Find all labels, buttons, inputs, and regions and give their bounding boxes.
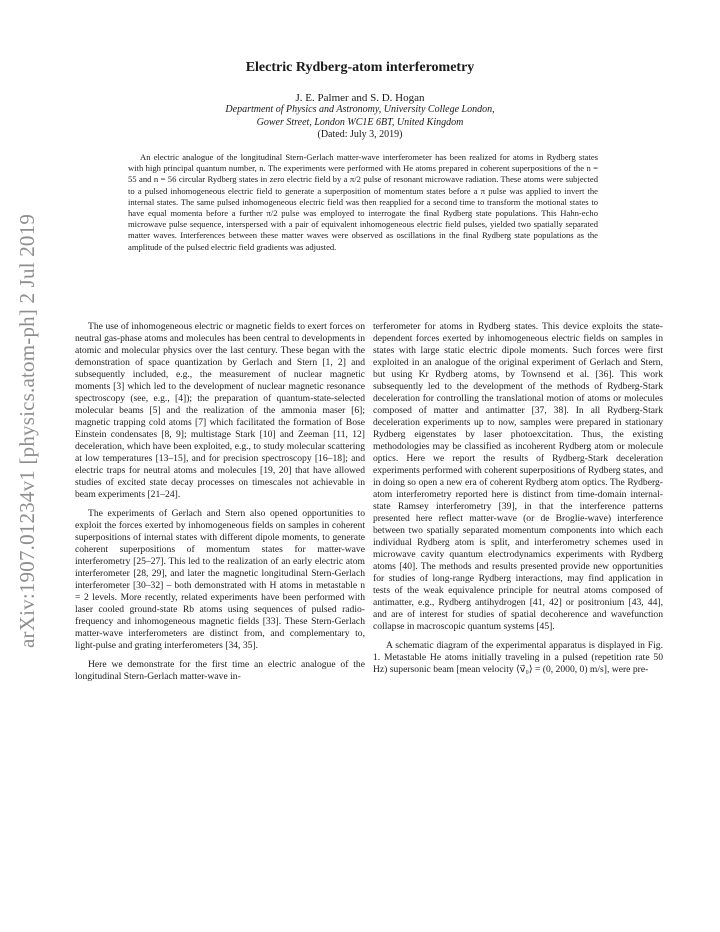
affiliation-line: Department of Physics and Astronomy, University College London, [225,104,495,115]
author-list: J. E. Palmer and S. D. Hogan [295,92,425,104]
affiliation-line: Gower Street, London WC1E 6BT, United Kingdom [256,116,464,128]
body-column-right [373,321,663,683]
paper-title: Electric Rydberg-atom interferometry [245,60,475,75]
arxiv-identifier-stamp: arXiv:1907.01234v1 [physics.atom-ph] 2 Jul 2019 [15,213,39,648]
abstract: An electric analogue of the longitudinal Stern-Gerlach matter-wave interferometer has been realized for atoms in Rydberg states with high principal quantum number, n. The experiments were performed with He atoms prepared in coherent superpositions of the n = 55 and n = 56 circular Rydberg states in zero electric field by a π/2 pulse of resonant microwave radiation. These atoms were subjected to a pulsed inhomogeneous electric field to generate a superposition of momentum states before a π pulse was applied to invert the internal states. The same pulsed inhomogeneous electric field was then reapplied for a second time to transform the motional states to have equal momenta before a further π/2 pulse was employed to interrogate the final Rydberg state populations. This Hahn-echo microwave pulse sequence, interspersed with a pair of equivalent inhomogeneous electric field pulses, yielded two spatially separated matter waves. Interferences between these matter waves were observed as oscillations in the final Rydberg state populations as the amplitude of the pulsed electric field gradients was adjusted. [128,152,598,252]
body-paragraph: The use of inhomogeneous electric or magnetic fields to exert forces on neutral gas-phase atoms and molecules has been central to developments in atomic and molecular physics over the last century. These began with the demonstration of space quantization by Gerlach and Stern [1, 2] and subsequently included, e.g., the measurement of nuclear magnetic moments [3] which led to the development of nuclear magnetic resonance spectroscopy (see, e.g., [4]); the preparation of quantum-state-selected molecular beams [5] and the realization of the ammonia maser [6]; magnetic trapping cold atoms [7] which facilitated the formation of Bose Einstein condensates [8, 9]; multistage Stark [10] and Zeeman [11, 12] deceleration, which have been exploited, e.g., to study molecular scattering at low temperatures [13–15], and for precision spectroscopy [16–18]; and electric traps for neutral atoms and molecules [19, 20] that have allowed studies of excited state decay processes on timescales not achievable in beam experiments [21–24]. [75,321,365,500]
body-column-left [75,321,365,690]
body-paragraph: Here we demonstrate for the first time an electric analogue of the longitudinal Stern-Gerlach matter-wave in- [75,659,365,682]
body-paragraph: The experiments of Gerlach and Stern also opened opportunities to exploit the forces exerted by inhomogeneous fields on samples in coherent superpositions of internal states with different dipole moments, to generate coherent superpositions of momentum states for matter-wave interferometry [25–27]. This led to the realization of an early electric atom interferometer [28, 29], and later the magnetic longitudinal Stern-Gerlach interferometer [30–32] – both demonstrated with H atoms in metastable n = 2 levels. More recently, related experiments have been performed with laser cooled ground-state Rb atoms using sequences of pulsed radio-frequency and inhomogeneous magnetic fields [33]. These Stern-Gerlach matter-wave interferometers are distinct from, and complementary to, light-pulse and grating interferometers [34, 35]. [75,508,365,651]
body-paragraph: terferometer for atoms in Rydberg states. This device exploits the state-dependent forces exerted by inhomogeneous electric fields on samples in states with large static electric dipole moments. Such forces were first exploited in an analogue of the original experiment of Gerlach and Stern, but using Kr Rydberg atoms, by Townsend et al. [36]. This work subsequently led to the development of the methods of Rydberg-Stark deceleration for controlling the translational motion of atoms or molecules composed of matter and antimatter [37, 38]. In all Rydberg-Stark deceleration experiments up to now, samples were prepared in stationary Rydberg eigenstates by laser photoexcitation. Thus, the existing methodologies may be classified as incoherent Rydberg atom or molecule optics. Here we report the results of Rydberg-Stark deceleration experiments performed with coherent superpositions of Rydberg states, and in doing so open a new era of coherent Rydberg atom optics. The Rydberg-atom interferometry reported here is distinct from time-domain internal-state Ramsey interferometry [39], in that the interference patterns presented here reflect matter-wave (or de Broglie-wave) interference between two spatially separated momentum components into which each individual Rydberg atom is split, and interferometry schemes used in microwave cavity quantum electrodynamics experiments with Rydberg atoms [40]. The methods and results presented provide new opportunities for studies of long-range Rydberg interactions, may find application in tests of the weak equivalence principle for neutral atoms composed of antimatter, e.g., Rydberg antihydrogen [41, 42] or positronium [43, 44], and are of interest for studies of spatial decoherence and wavefunction collapse in macroscopic quantum systems [45]. [373,321,663,632]
body-paragraph: A schematic diagram of the experimental apparatus is displayed in Fig. 1. Metastable He atoms initially traveling in a pulsed (repetition rate 50 Hz) supersonic beam [mean velocity ⟨v⃗₀⟩ = (0, 2000, 0) m/s], were pre- [373,640,663,675]
affiliation [0,104,720,129]
date-line: (Dated: July 3, 2019) [317,129,403,140]
